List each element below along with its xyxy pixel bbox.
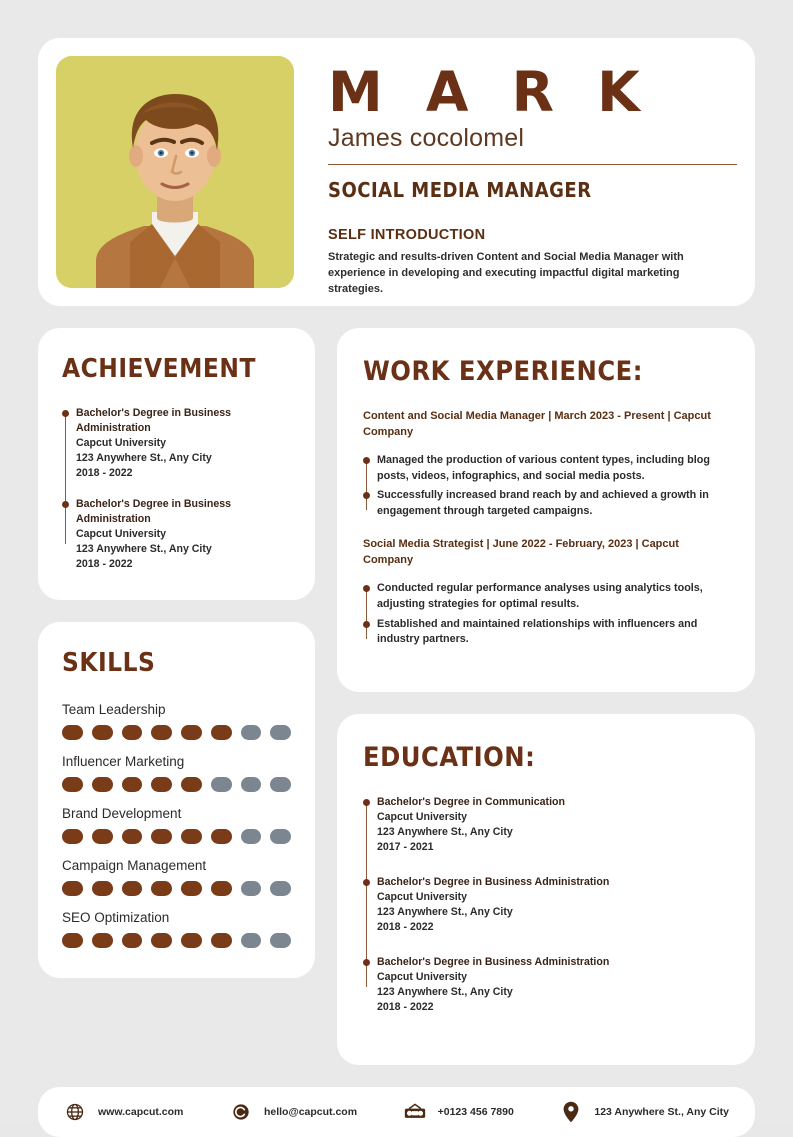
skill-dot [211, 881, 232, 896]
education-years: 2018 - 2022 [377, 921, 434, 934]
skill-dot [62, 881, 83, 896]
list-item [377, 453, 729, 484]
skill-dot [211, 829, 232, 844]
skill-name: Team Leadership [62, 702, 166, 718]
skill-dot [211, 933, 232, 948]
address-text: 123 Anywhere St., Any City [594, 1106, 729, 1119]
education-school: Capcut University [377, 971, 468, 984]
job-entry [363, 537, 729, 647]
achievement-card [38, 328, 315, 600]
skill-name: SEO Optimization [62, 910, 170, 926]
education-years: 2018 - 2022 [377, 1001, 434, 1014]
skill-item [62, 858, 291, 896]
skill-dot [92, 881, 113, 896]
skill-dot [270, 725, 291, 740]
skill-dot [270, 829, 291, 844]
skill-dot [151, 725, 172, 740]
achievement-list [62, 406, 291, 572]
job-bullets [363, 581, 729, 648]
achievement-address: 123 Anywhere St., Any City [76, 452, 212, 465]
skill-dot [122, 829, 143, 844]
self-introduction-title: SELF INTRODUCTION [328, 226, 486, 243]
skill-dot [122, 933, 143, 948]
skill-dot [122, 725, 143, 740]
skill-dot [92, 725, 113, 740]
list-item [76, 406, 291, 481]
skill-dot [181, 933, 202, 948]
job-title: SOCIAL MEDIA MANAGER [328, 177, 592, 202]
work-experience-card [337, 328, 755, 692]
list-item [377, 955, 729, 1015]
education-address: 123 Anywhere St., Any City [377, 825, 513, 838]
skill-dot [151, 829, 172, 844]
skill-dot [62, 829, 83, 844]
skill-dot [122, 881, 143, 896]
education-degree: Bachelor's Degree in Business Administration [377, 876, 610, 888]
education-school: Capcut University [377, 891, 468, 904]
education-card [337, 714, 755, 1065]
skill-dot [241, 777, 262, 792]
location-pin-icon [560, 1101, 582, 1123]
job-bullets [363, 453, 729, 520]
job-bullet-text: Established and maintained relationships with influencers and industry partners. [377, 617, 698, 646]
skill-item [62, 754, 291, 792]
portrait-illustration [56, 56, 294, 288]
list-item [377, 617, 729, 648]
first-name: M A R K [328, 60, 652, 124]
skills-card [38, 622, 315, 978]
email-icon [230, 1101, 252, 1123]
achievement-years: 2018 - 2022 [76, 558, 133, 571]
achievement-degree: Bachelor's Degree in Business Administration [76, 498, 232, 526]
list-item [377, 488, 729, 519]
skill-rating [62, 829, 291, 844]
skill-dot [211, 777, 232, 792]
skill-dot [151, 933, 172, 948]
last-name: James cocolomel [328, 123, 525, 152]
skill-dot [122, 777, 143, 792]
education-address: 123 Anywhere St., Any City [377, 986, 513, 999]
header-text [294, 56, 737, 295]
skill-rating [62, 933, 291, 948]
contact-email[interactable] [230, 1101, 404, 1123]
job-heading: Content and Social Media Manager | March 2023 - Present | Capcut Company [363, 410, 711, 438]
skill-dot [211, 725, 232, 740]
skill-dot [270, 777, 291, 792]
skill-dot [151, 881, 172, 896]
list-item [377, 875, 729, 935]
education-years: 2017 - 2021 [377, 840, 434, 853]
skill-item [62, 910, 291, 948]
list-item [377, 795, 729, 855]
skill-item [62, 806, 291, 844]
skill-dot [151, 777, 172, 792]
skill-dot [62, 777, 83, 792]
website-text: www.capcut.com [98, 1106, 184, 1119]
skill-name: Campaign Management [62, 858, 207, 874]
left-column [38, 328, 315, 1065]
skill-rating [62, 777, 291, 792]
right-column [337, 328, 755, 1065]
skill-dot [62, 725, 83, 740]
skills-title: SKILLS [62, 648, 156, 679]
contact-footer [38, 1087, 755, 1137]
achievement-degree: Bachelor's Degree in Business Administration [76, 407, 232, 435]
skill-dot [270, 933, 291, 948]
phone-icon [404, 1101, 426, 1123]
email-text: hello@capcut.com [263, 1106, 358, 1119]
globe-icon [64, 1101, 86, 1123]
skill-rating [62, 725, 291, 740]
job-entry [363, 409, 729, 519]
skill-dot [241, 881, 262, 896]
skill-name: Brand Development [62, 806, 182, 822]
contact-website[interactable] [64, 1101, 230, 1123]
education-address: 123 Anywhere St., Any City [377, 906, 513, 919]
skill-item [62, 702, 291, 740]
self-introduction-text: Strategic and results-driven Content and Social Media Manager with experience in developing and executing impactful digital marketing strategies. [328, 250, 684, 295]
skill-dot [241, 829, 262, 844]
skill-dot [62, 933, 83, 948]
header-card [38, 38, 755, 306]
skill-dot [92, 777, 113, 792]
skill-dot [92, 829, 113, 844]
contact-phone[interactable] [404, 1101, 561, 1123]
education-degree: Bachelor's Degree in Business Administration [377, 956, 610, 969]
skill-dot [270, 881, 291, 896]
contact-address[interactable] [560, 1101, 729, 1123]
skill-dot [181, 725, 202, 740]
avatar [56, 56, 294, 288]
work-experience-title: WORK EXPERIENCE: [363, 356, 643, 387]
list-item [76, 497, 291, 572]
skill-name: Influencer Marketing [62, 754, 185, 770]
phone-text: +0123 456 7890 [437, 1106, 514, 1119]
skill-dot [241, 725, 262, 740]
skill-rating [62, 881, 291, 896]
header-divider [328, 164, 737, 165]
skill-dot [181, 777, 202, 792]
achievement-address: 123 Anywhere St., Any City [76, 543, 212, 556]
list-item [377, 581, 729, 612]
body-columns [38, 328, 755, 1065]
job-heading: Social Media Strategist | June 2022 - February, 2023 | Capcut Company [363, 538, 679, 567]
job-bullet-text: Conducted regular performance analyses using analytics tools, adjusting strategies for optimal results. [377, 582, 703, 610]
education-list [363, 795, 729, 1015]
achievement-school: Capcut University [76, 437, 167, 450]
achievement-years: 2018 - 2022 [76, 467, 133, 480]
achievement-school: Capcut University [76, 528, 167, 541]
skill-dot [181, 829, 202, 844]
job-bullet-text: Managed the production of various content types, including blog posts, videos, infographics, and social media posts. [377, 453, 710, 482]
education-title: EDUCATION: [363, 741, 536, 773]
education-degree: Bachelor's Degree in Communication [377, 795, 565, 808]
job-bullet-text: Successfully increased brand reach by and achieved a growth in engagement through targeted campaigns. [377, 489, 709, 517]
skill-dot [181, 881, 202, 896]
education-school: Capcut University [377, 810, 468, 823]
achievement-title: ACHIEVEMENT [62, 354, 256, 384]
skill-dot [92, 933, 113, 948]
skill-dot [241, 933, 262, 948]
